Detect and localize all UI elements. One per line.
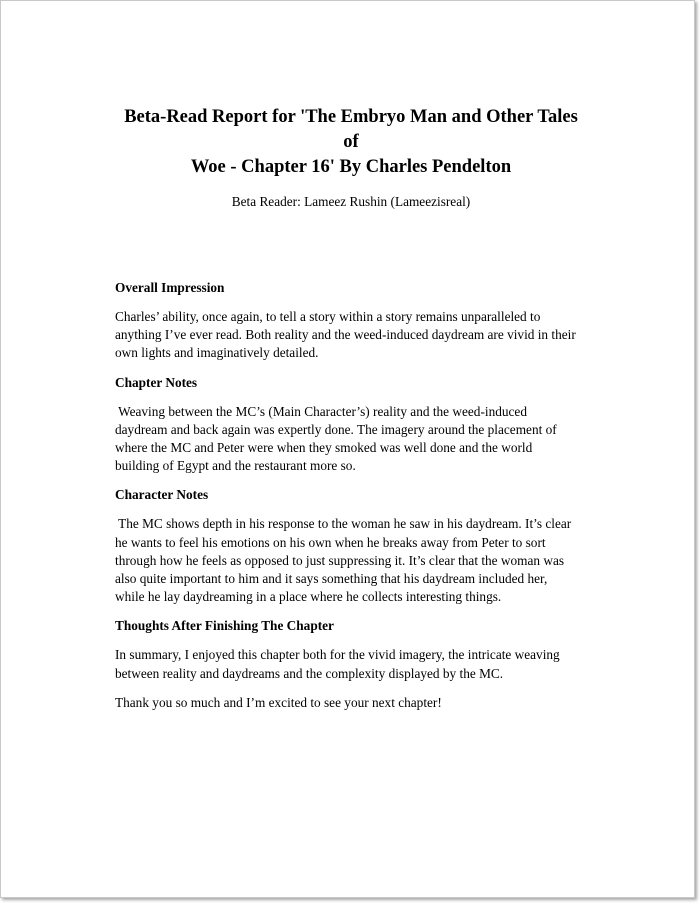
text-line: also quite important to him and it says something that his daydream included her, bbox=[115, 571, 548, 587]
text-line: Thank you so much and I’m excited to see your next chapter! bbox=[115, 694, 442, 710]
document-title bbox=[115, 105, 587, 180]
text-line: The MC shows depth in his response to the woman he saw in his daydream. It’s clear bbox=[115, 516, 572, 532]
text-line: Charles’ ability, once again, to tell a story within a story remains unparalleled to bbox=[115, 309, 541, 324]
text-line: own lights and imaginatively detailed. bbox=[115, 345, 319, 361]
text-line: where the MC and Peter were when they smoked was well done and the world bbox=[115, 440, 533, 456]
text-line: while he lay daydreaming in a place where he collects interesting things. bbox=[115, 589, 502, 605]
beta-reader-credit: Beta Reader: Lameez Rushin (Lameezisreal) bbox=[231, 194, 471, 209]
text-line: Weaving between the MC’s (Main Character’s) reality and the weed-induced bbox=[115, 403, 527, 419]
title-line: Beta-Read Report for 'The Embryo Man and Other Tales of bbox=[124, 107, 578, 152]
text-line: through how he feels as opposed to just suppressing it. It’s clear that the woman was bbox=[115, 552, 565, 568]
paragraph bbox=[115, 694, 587, 712]
paragraph bbox=[115, 646, 587, 682]
text-line: In summary, I enjoyed this chapter both for the vivid imagery, the intricate weaving bbox=[115, 647, 560, 663]
document-body bbox=[115, 105, 587, 712]
title-line: Woe - Chapter 16' By Charles Pendelton bbox=[190, 157, 512, 177]
text-line: anything I’ve ever read. Both reality and the weed-induced daydream are vivid in their bbox=[115, 327, 576, 343]
paragraph bbox=[115, 403, 587, 476]
paragraph bbox=[115, 515, 587, 606]
text-line: daydream and back again was expertly done. The imagery around the placement of bbox=[115, 421, 557, 437]
text-line: between reality and daydreams and the complexity displayed by the MC. bbox=[115, 665, 504, 681]
text-line: he wants to feel his emotions on his own when he breaks away from Peter to sort bbox=[115, 534, 546, 550]
section-heading-chapter-notes: Chapter Notes bbox=[115, 374, 198, 390]
section-heading-overall-impression: Overall Impression bbox=[115, 280, 225, 295]
paragraph bbox=[115, 308, 587, 363]
section-heading-thoughts-after-finishing: Thoughts After Finishing The Chapter bbox=[115, 618, 334, 634]
text-line: building of Egypt and the restaurant more so. bbox=[115, 458, 356, 474]
section-heading-character-notes: Character Notes bbox=[115, 487, 209, 503]
report-sections bbox=[115, 279, 587, 712]
